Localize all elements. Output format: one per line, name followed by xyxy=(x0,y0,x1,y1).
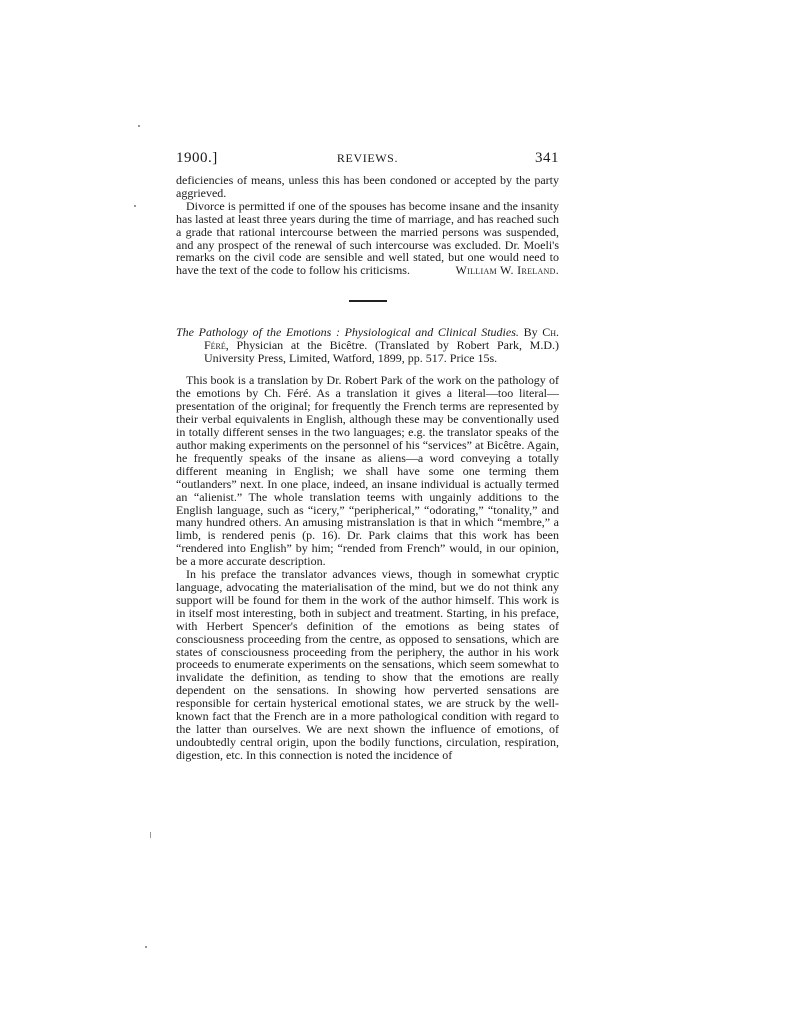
running-header xyxy=(176,150,559,174)
scan-speck xyxy=(150,832,151,838)
scan-speck xyxy=(134,205,136,207)
page-number: 341 xyxy=(535,150,559,166)
paragraph: deficiencies of means, unless this has been condoned or accepted by the party aggrieved. xyxy=(176,173,559,200)
header-year: 1900.] xyxy=(176,150,218,166)
journal-page xyxy=(176,150,559,762)
book-author: Ch. Féré, xyxy=(204,324,560,352)
header-section: REVIEWS. xyxy=(336,151,399,165)
paragraph: In his preface the translator advances views, though in somewhat cryptic language, advocating the materialisation of the mind, but we do not think any support will be found for them in the work of the author himself. This work is in itself most interesting, both in subject and treatment. Starting, in his preface, with Herbert Spencer's definition of the emotions as being states of consciousness proceeding from the centre, as opposed to sensations, which are states of consciousness proceeding from the periphery, the author in his work proceeds to enumerate experiments on the sensations, which seem somewhat to invalidate the definition, as tending to show that the emotions are really dependent on the sensations. In showing how perverted sensations are responsible for certain hysterical emotional states, we are struck by the well-known fact that the French are in a more pathological condition with regard to the latter than ourselves. We are next shown the influence of emotions, of undoubtedly central origin, upon the bodily functions, circulation, respiration, digestion, etc. In this connection is noted the incidence of xyxy=(176,567,559,762)
book-title: The Pathology of the Emotions : Physiological and Clinical Studies. xyxy=(176,324,519,339)
scan-speck xyxy=(145,946,147,948)
paragraph xyxy=(176,200,559,277)
book-citation xyxy=(176,326,559,365)
citation-by: By xyxy=(523,324,538,339)
section-divider xyxy=(349,300,387,302)
review-body xyxy=(176,374,559,761)
paragraph: This book is a translation by Dr. Robert Park of the work on the pathology of the emotions by Ch. Féré. As a translation it gives a literal—too literal—presentation of the original; for frequently the French terms are represented by their verbal equivalents in English, although these may be conventionally used in totally different senses in the two languages; e.g. the translator speaks of the author making experiments on the personnel of his “services” at Bicêtre. Again, he frequently speaks of the insane as aliens—a word conveying a totally different meaning in English; we shall have some one terming them “outlanders” next. In one place, indeed, an insane individual is actually termed an “alienist.” The whole translation teems with ungainly additions to the English language, such as “icery,” “peripherical,” “odorating,” “tonality,” and many hundred others. An amusing mistranslation is that in which “membre,” a limb, is rendered penis (p. 16). Dr. Park claims that this work has been “rendered into English” by him; “rended from French” would, in our opinion, be a more accurate description. xyxy=(176,373,559,569)
paragraph-text: Divorce is permitted if one of the spouses has become insane and the insanity has lasted at least three years during the time of marriage, and has reached such a grade that rational intercourse between the married persons was suspended, and any prospect of the renewal of such intercourse was excluded. Dr. Moeli's remarks on the civil code are sensible and well stated, but one would need to have the text of the code to follow his criticisms. xyxy=(176,198,559,278)
reviewer-signature: William W. Ireland. xyxy=(455,263,559,278)
previous-review-end xyxy=(176,174,559,277)
scan-speck xyxy=(138,125,140,127)
publication-details: Physician at the Bicêtre. (Translated by Robert Park, M.D.) University Press, Limited, Watford, 1899, pp. 517. Price 15s. xyxy=(204,337,560,365)
